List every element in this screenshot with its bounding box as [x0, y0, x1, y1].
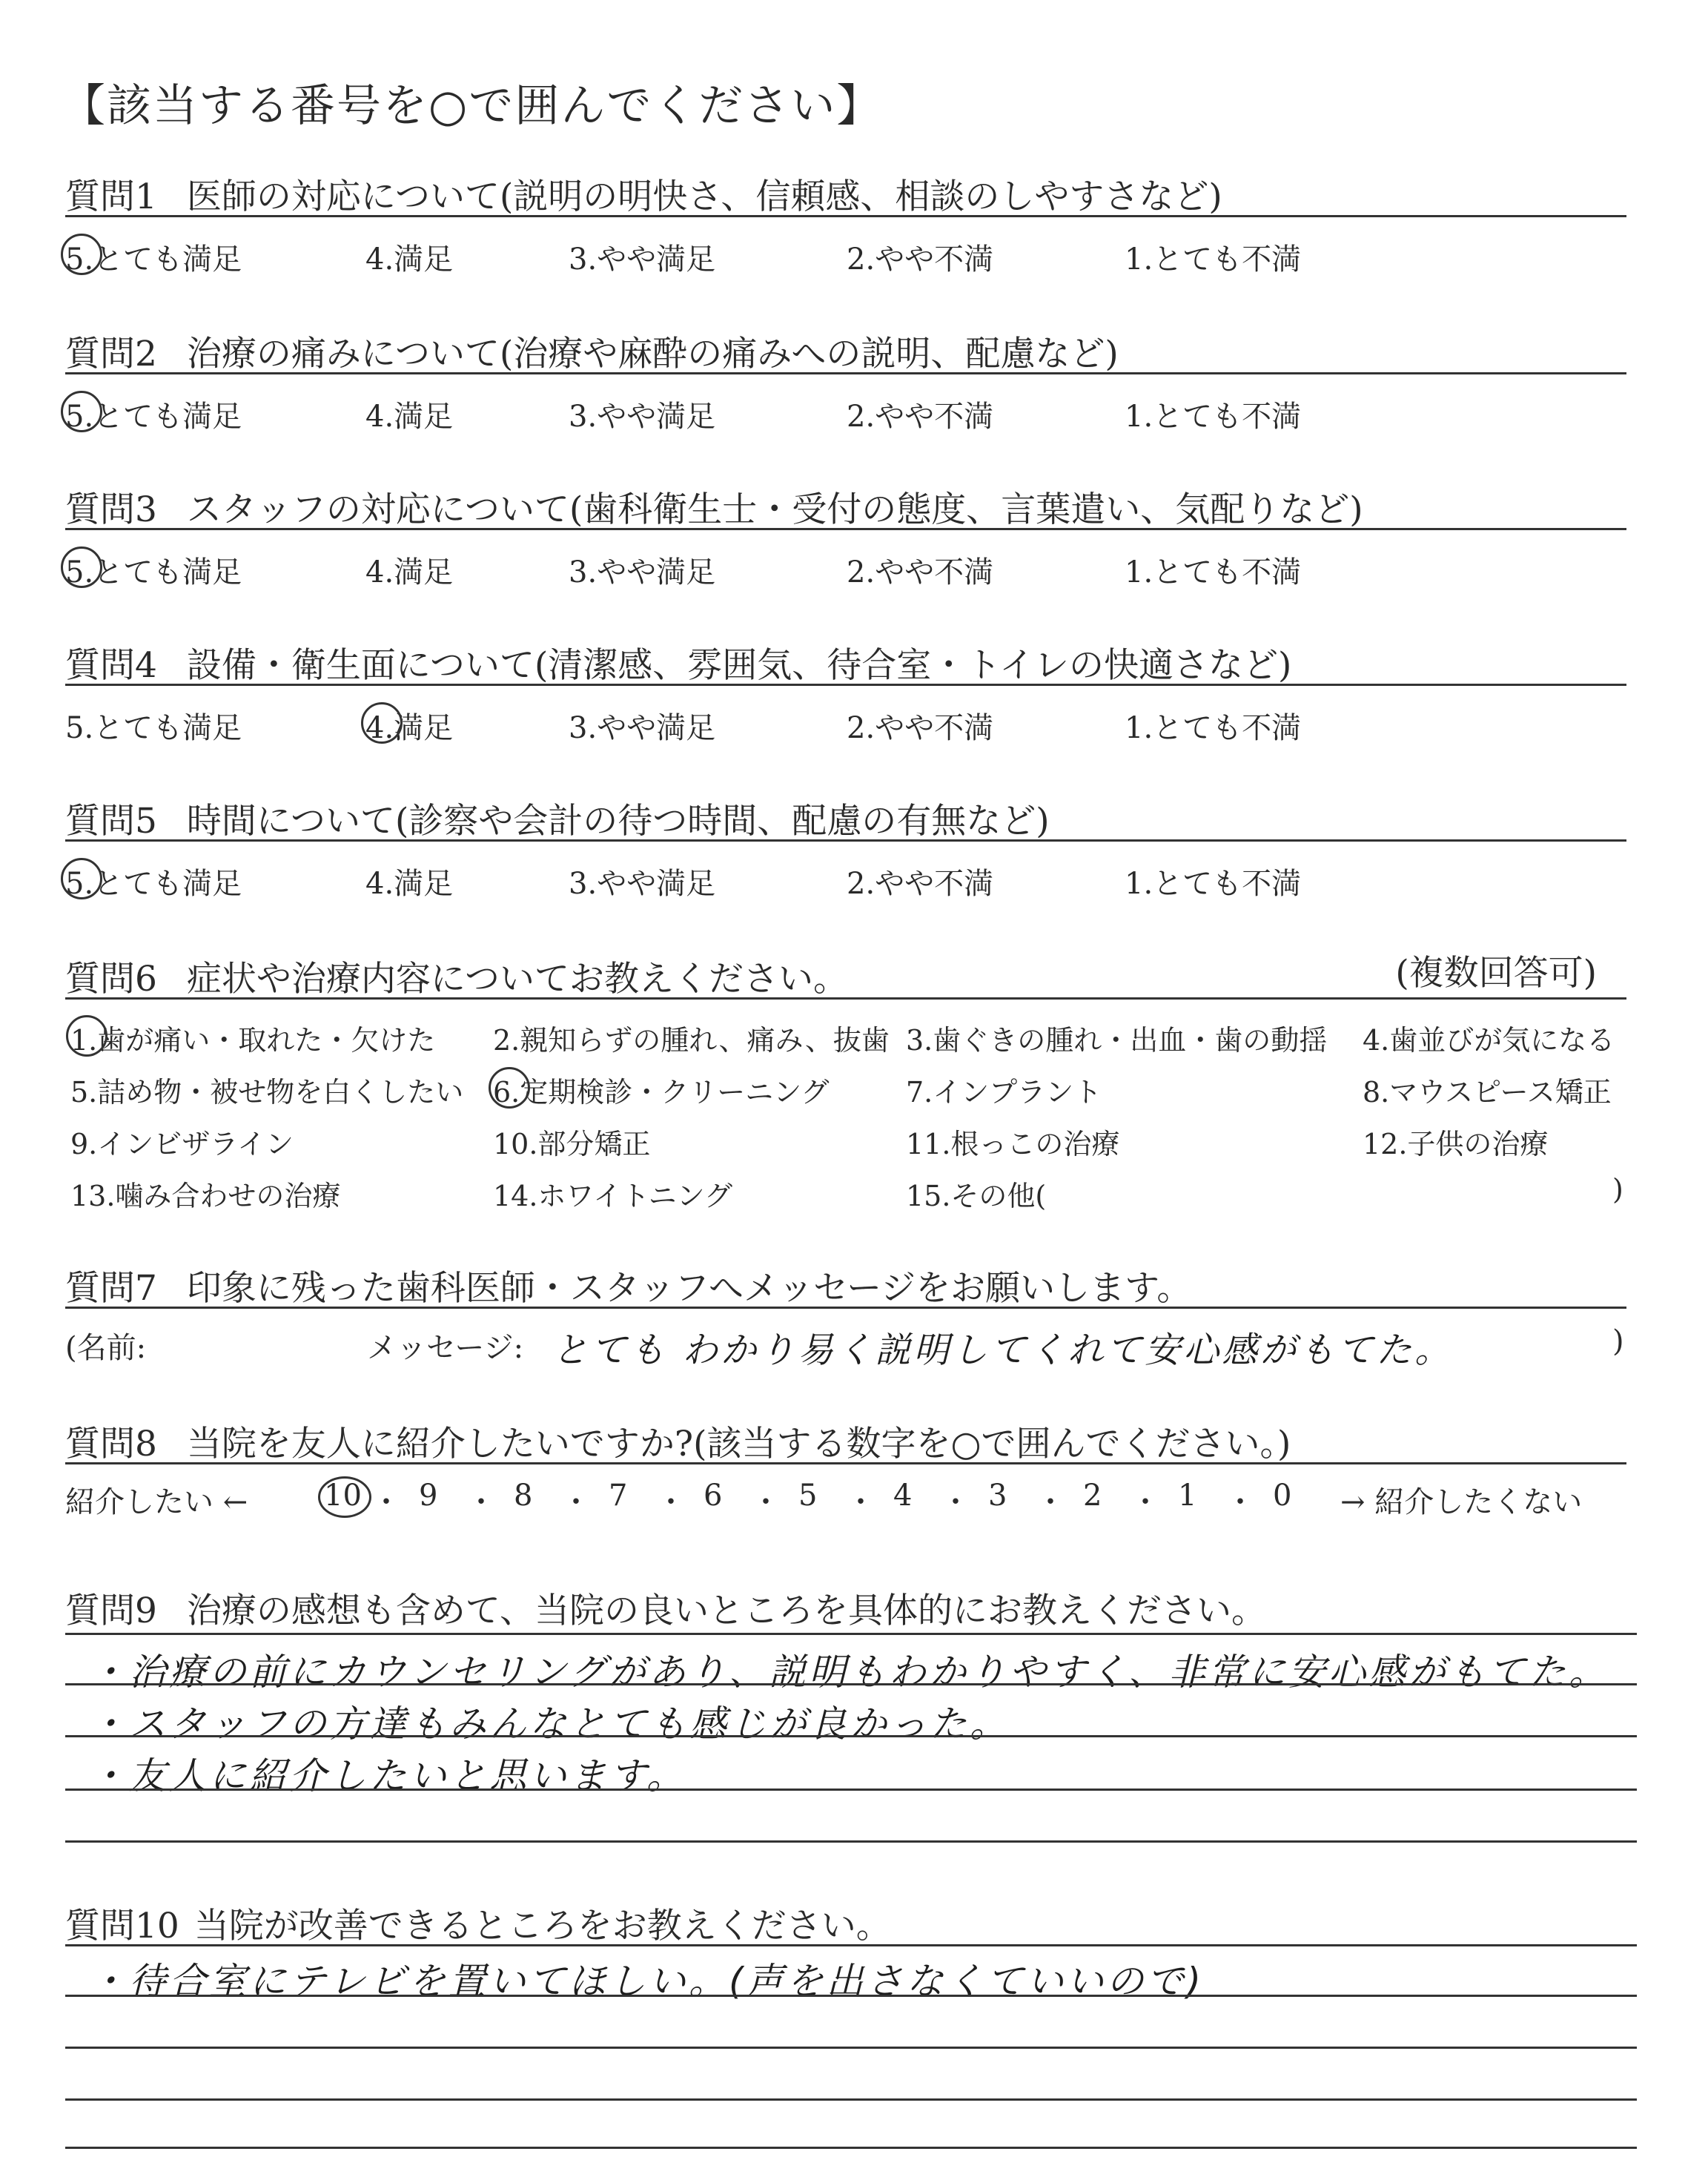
q10-line-rule-5 [65, 2147, 1637, 2149]
q8-right-label: → 紹介したくない [1340, 1485, 1583, 1519]
q6-option-9[interactable]: 9.インビザライン [70, 1128, 294, 1160]
q3-option-1[interactable]: 1.とても不満 [1125, 555, 1302, 589]
q9-answer-line-1: ・治療の前にカウンセリングがあり、説明もわかりやすく、非常に安心感がもてた。 [89, 1651, 1609, 1694]
q8-scale-value-7[interactable]: 7 [609, 1479, 628, 1513]
q8-scale-value-4[interactable]: 4 [893, 1479, 913, 1513]
question-10-number: 質問10 [65, 1906, 179, 1946]
q5-option-2[interactable]: 2.やや不満 [847, 867, 994, 901]
q5-selected-circle [61, 858, 102, 899]
q8-scale-value-0[interactable]: 0 [1273, 1479, 1292, 1513]
q8-scale-separator: ・ [751, 1485, 781, 1519]
q8-scale-separator: ・ [1036, 1485, 1065, 1519]
q6-option-15[interactable]: 15.その他( [906, 1180, 1047, 1212]
q9-line-rule-5 [65, 1840, 1637, 1843]
q8-scale-value-2[interactable]: 2 [1083, 1479, 1102, 1513]
question-4-number: 質問4 [65, 645, 157, 686]
q6-option-7[interactable]: 7.インプラント [906, 1076, 1102, 1109]
question-6-text: 症状や治療内容についてお教えください。 [186, 959, 848, 1000]
q5-option-1[interactable]: 1.とても不満 [1125, 867, 1302, 901]
q8-scale-value-10[interactable]: 10 [324, 1479, 362, 1513]
q8-left-label: 紹介したい ← [65, 1485, 248, 1519]
q6-option-1-circle [66, 1015, 107, 1057]
question-9-title [65, 1583, 1266, 1633]
q6-option-6-circle [489, 1067, 530, 1109]
q9-answer-line-2: ・スタッフの方達もみんなとても感じが良かった。 [89, 1702, 1010, 1745]
question-3-text: スタッフの対応について(歯科衛生士・受付の態度、言葉遣い、気配りなど) [186, 489, 1363, 530]
q7-name-label: (名前: [65, 1331, 147, 1365]
q10-answer-line-1: ・待合室にテレビを置いてほしい。(声を出さなくていいので) [89, 1960, 1205, 2003]
q5-option-5[interactable]: 5.とても満足 [65, 860, 242, 902]
question-8-number: 質問8 [65, 1424, 157, 1464]
question-4-text: 設備・衛生面について(清潔感、雰囲気、待合室・トイレの快適さなど) [186, 645, 1292, 686]
q6-option-12[interactable]: 12.子供の治療 [1363, 1128, 1549, 1160]
q8-scale-value-3[interactable]: 3 [988, 1479, 1007, 1513]
question-2-text: 治療の痛みについて(治療や麻酔の痛みへの説明、配慮など) [186, 334, 1119, 374]
q9-answer-line-3: ・友人に紹介したいと思います。 [89, 1754, 686, 1797]
q6-option-4[interactable]: 4.歯並びが気になる [1363, 1024, 1615, 1057]
q6-option-3[interactable]: 3.歯ぐきの腫れ・出血・歯の動揺 [906, 1024, 1328, 1057]
question-10-title [65, 1898, 891, 1948]
question-5-text: 時間について(診察や会計の待つ時間、配慮の有無など) [186, 801, 1050, 842]
q8-scale-value-6[interactable]: 6 [704, 1479, 723, 1513]
q4-option-3[interactable]: 3.やや満足 [569, 711, 716, 745]
q6-option-1[interactable]: 1.歯が痛い・取れた・欠けた [70, 1017, 435, 1058]
q6-option-6[interactable]: 6.定期検診・クリーニング [493, 1069, 830, 1110]
q8-scale [324, 1479, 1332, 1519]
q4-option-5[interactable]: 5.とても満足 [65, 711, 242, 745]
question-2-number: 質問2 [65, 334, 157, 374]
q1-option-4[interactable]: 4.満足 [365, 242, 454, 277]
form-heading: 【該当する番号を○で囲んでください】 [61, 80, 883, 132]
q6-option-13[interactable]: 13.噛み合わせの治療 [70, 1180, 341, 1212]
q2-selected-circle [61, 391, 102, 432]
q6-option-8[interactable]: 8.マウスピース矯正 [1363, 1076, 1612, 1109]
q6-option-10[interactable]: 10.部分矯正 [493, 1128, 651, 1160]
q6-option-11[interactable]: 11.根っこの治療 [906, 1128, 1120, 1160]
q4-selected-circle [361, 702, 403, 744]
q1-option-2[interactable]: 2.やや不満 [847, 242, 994, 277]
question-2-title [65, 326, 1119, 376]
q1-option-3[interactable]: 3.やや満足 [569, 242, 716, 277]
question-6-title [65, 951, 848, 1001]
q7-message-handwritten: とても わかり易く説明してくれて安心感がもてた。 [552, 1330, 1454, 1371]
q3-option-4[interactable]: 4.満足 [365, 555, 454, 589]
q4-option-4[interactable]: 4.満足 [365, 704, 453, 747]
q2-option-1[interactable]: 1.とても不満 [1125, 400, 1302, 434]
q1-option-5[interactable]: 5.とても満足 [65, 236, 242, 278]
q5-option-4[interactable]: 4.満足 [365, 867, 454, 901]
q1-selected-circle [61, 234, 102, 275]
question-5-title [65, 793, 1050, 843]
question-7-rule [65, 1307, 1626, 1309]
q1-option-1[interactable]: 1.とても不満 [1125, 242, 1302, 277]
question-1-text: 医師の対応について(説明の明快さ、信頼感、相談のしやすさなど) [186, 176, 1222, 217]
question-9-number: 質問9 [65, 1591, 157, 1631]
q8-scale-separator: ・ [846, 1485, 875, 1519]
question-4-rule [65, 684, 1626, 686]
q2-option-3[interactable]: 3.やや満足 [569, 400, 716, 434]
q6-option-2[interactable]: 2.親知らずの腫れ、痛み、抜歯 [493, 1024, 890, 1057]
question-3-title [65, 482, 1363, 532]
question-7-number: 質問7 [65, 1268, 157, 1309]
question-1-title [65, 169, 1222, 219]
q4-option-1[interactable]: 1.とても不満 [1125, 711, 1302, 745]
q2-option-5[interactable]: 5.とても満足 [65, 393, 242, 435]
q3-option-3[interactable]: 3.やや満足 [569, 555, 716, 589]
q8-scale-separator: ・ [941, 1485, 970, 1519]
question-8-rule [65, 1462, 1626, 1464]
question-6-rule [65, 997, 1626, 1000]
q2-option-4[interactable]: 4.満足 [365, 400, 454, 434]
q6-option-14[interactable]: 14.ホワイトニング [493, 1180, 733, 1212]
q10-line-rule-1 [65, 1944, 1637, 1946]
question-5-number: 質問5 [65, 801, 157, 842]
q8-scale-value-1[interactable]: 1 [1178, 1479, 1197, 1513]
q8-scale-separator: ・ [656, 1485, 686, 1519]
q7-close-paren: ) [1612, 1324, 1624, 1358]
question-6-multiple-note: (複数回答可) [1395, 953, 1597, 994]
q3-selected-circle [61, 546, 102, 588]
q8-scale-value-5[interactable]: 5 [798, 1479, 818, 1513]
question-9-text: 治療の感想も含めて、当院の良いところを具体的にお教えください。 [186, 1591, 1266, 1631]
q5-option-3[interactable]: 3.やや満足 [569, 867, 716, 901]
q10-line-rule-2 [65, 1995, 1637, 1997]
question-3-rule [65, 528, 1626, 530]
q7-message-label: メッセージ: [367, 1331, 524, 1365]
q2-option-2[interactable]: 2.やや不満 [847, 400, 994, 434]
question-4-title [65, 638, 1291, 687]
q4-option-2[interactable]: 2.やや不満 [847, 711, 994, 745]
question-10-text: 当院が改善できるところをお教えください。 [193, 1906, 891, 1946]
q8-scale-separator: ・ [561, 1485, 591, 1519]
question-1-number: 質問1 [65, 176, 157, 217]
q8-scale-value-9[interactable]: 9 [419, 1479, 438, 1513]
question-7-title [65, 1261, 1191, 1310]
q9-line-rule-1 [65, 1633, 1637, 1635]
question-7-text: 印象に残った歯科医師・スタッフへメッセージをお願いします。 [186, 1268, 1192, 1309]
q9-line-rule-4 [65, 1789, 1637, 1791]
q8-scale-separator: ・ [371, 1485, 401, 1519]
question-3-number: 質問3 [65, 489, 157, 530]
question-1-rule [65, 215, 1626, 217]
q8-scale-separator: ・ [1225, 1485, 1255, 1519]
question-5-rule [65, 839, 1626, 842]
q9-line-rule-2 [65, 1683, 1637, 1685]
q8-scale-separator: ・ [466, 1485, 496, 1519]
q10-line-rule-4 [65, 2098, 1637, 2101]
q6-option-15-close: ) [1612, 1173, 1623, 1206]
q3-option-5[interactable]: 5.とても満足 [65, 549, 242, 591]
q8-scale-separator: ・ [1131, 1485, 1160, 1519]
q8-scale-value-8[interactable]: 8 [514, 1479, 533, 1513]
q6-option-5[interactable]: 5.詰め物・被せ物を白くしたい [70, 1076, 464, 1109]
question-6-number: 質問6 [65, 959, 157, 1000]
q3-option-2[interactable]: 2.やや不満 [847, 555, 994, 589]
question-8-title [65, 1416, 1291, 1466]
question-2-rule [65, 372, 1626, 374]
q10-line-rule-3 [65, 2047, 1637, 2049]
q8-selected-circle [318, 1476, 371, 1518]
q9-line-rule-3 [65, 1735, 1637, 1737]
question-8-text: 当院を友人に紹介したいですか?(該当する数字を○で囲んでください。) [186, 1424, 1291, 1464]
